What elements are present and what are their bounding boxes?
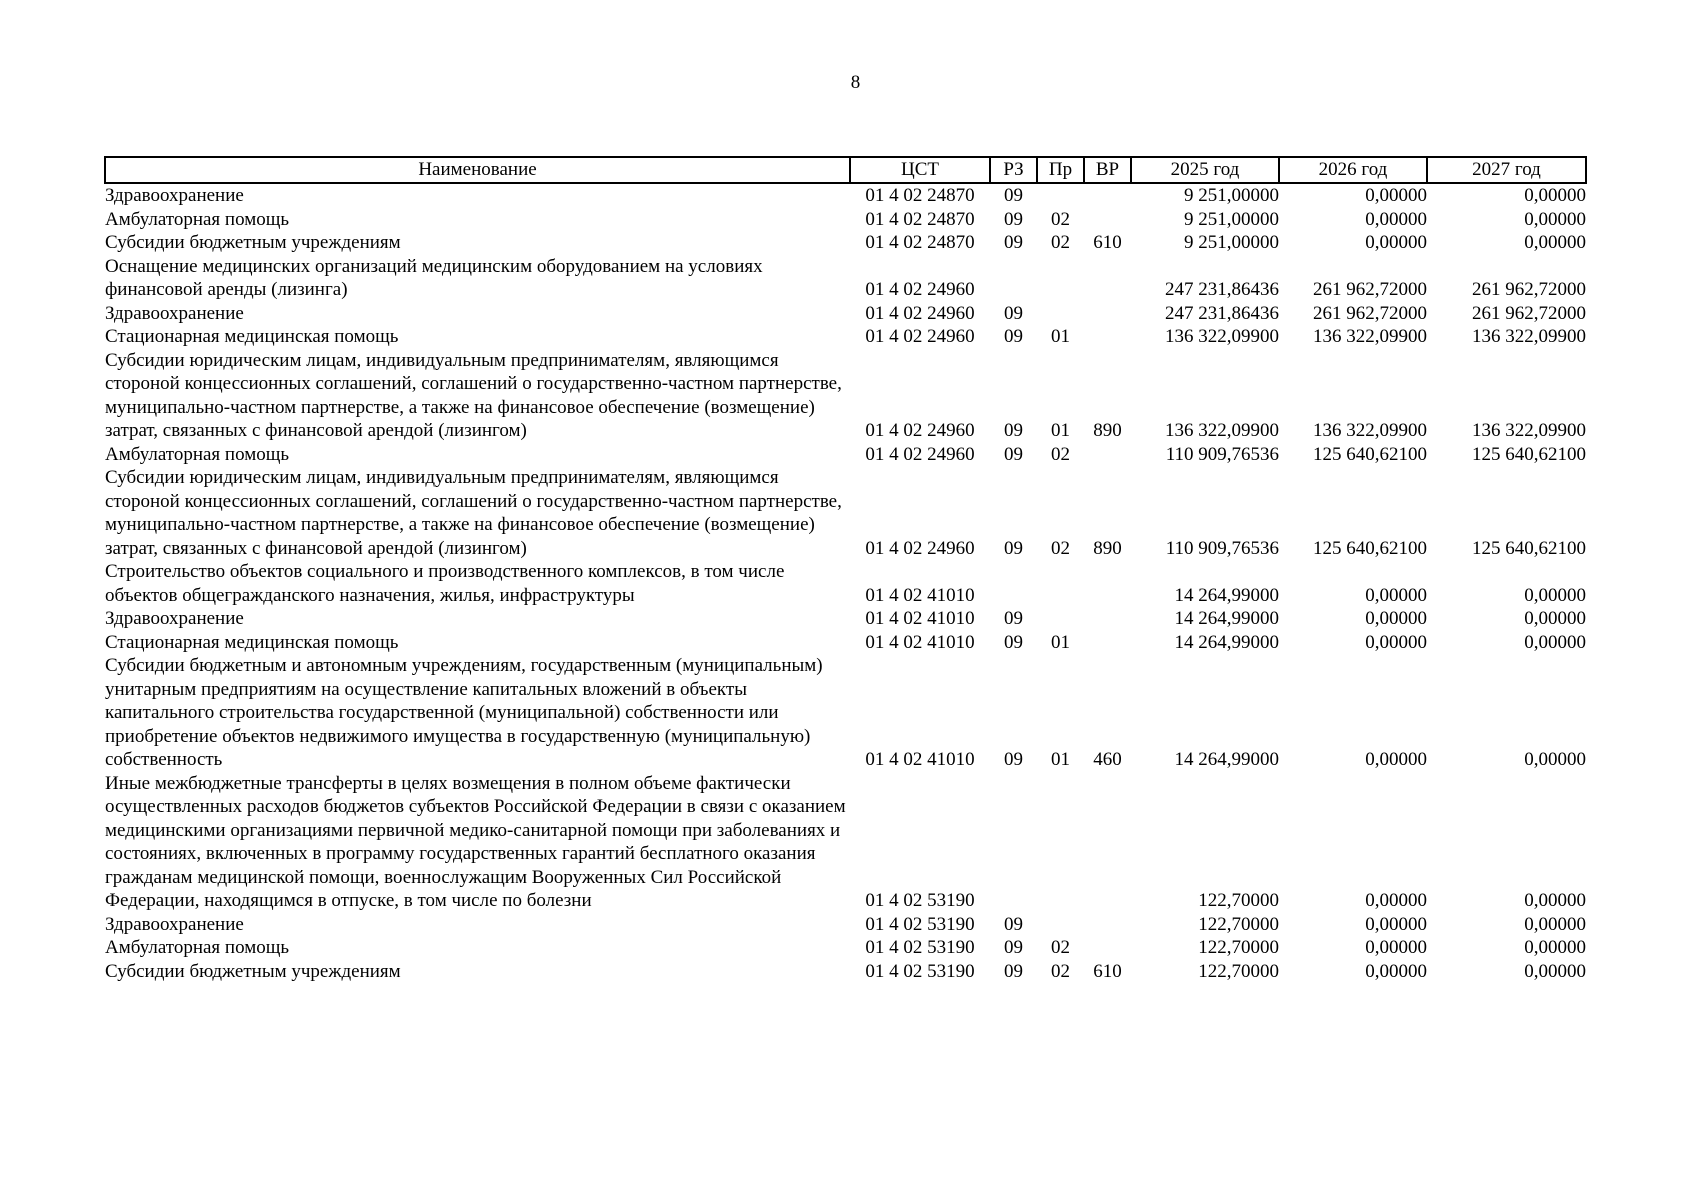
cell-name: Иные межбюджетные трансферты в целях возмещения в полном объеме фактически осуществленных расходов бюджетов субъектов Российской Федерации в связи с оказанием медицинскими организациями первичной медико-санитарной помощи при заболеваниях и состояниях, включенных в программу государственных гарантий бесплатного оказания гражданам медицинской помощи, военнослужащим Вооруженных Сил Российской Федерации, находящимся в отпуске, в том числе по болезни [105, 772, 846, 911]
cell-name: Амбулаторная помощь [105, 443, 290, 465]
cell-2027: 0,00000 [1524, 232, 1586, 253]
cell-pr: 01 [1051, 749, 1070, 770]
table-row [105, 208, 1586, 232]
cell-vr [1084, 772, 1131, 913]
cell-rz [990, 560, 1037, 607]
cell-cst: 01 4 02 24960 [865, 279, 975, 300]
cell-vr [1084, 936, 1131, 960]
cell-rz: 09 [1004, 443, 1023, 465]
cell-name: Стационарная медицинская помощь [105, 326, 399, 347]
cell-2025: 136 322,09900 [1165, 420, 1279, 441]
table-row [105, 913, 1586, 937]
cell-name: Здравоохранение [105, 302, 244, 324]
cell-2026: 0,00000 [1365, 937, 1427, 958]
cell-vr [1084, 631, 1131, 655]
cell-pr: 01 [1051, 326, 1070, 347]
page-number: 8 [850, 72, 861, 93]
cell-cst: 01 4 02 53190 [865, 960, 975, 982]
cell-2026: 0,00000 [1365, 608, 1427, 629]
cell-cst: 01 4 02 53190 [865, 890, 975, 911]
table-row [105, 936, 1586, 960]
cell-pr [1037, 255, 1084, 302]
cell-rz: 09 [1004, 185, 1023, 206]
cell-vr [1084, 255, 1131, 302]
table-row [105, 560, 1586, 607]
cell-vr [1084, 325, 1131, 349]
cell-2026: 136 322,09900 [1313, 420, 1427, 441]
cell-pr: 02 [1051, 537, 1070, 559]
table-header [105, 157, 1586, 183]
cell-vr [1084, 913, 1131, 937]
cell-2027: 136 322,09900 [1472, 326, 1586, 347]
cell-vr [1084, 560, 1131, 607]
header-2025: 2025 год [1131, 157, 1279, 183]
cell-vr: 890 [1093, 537, 1122, 559]
header-2027: 2027 год [1427, 157, 1586, 183]
cell-2027: 0,00000 [1524, 584, 1586, 606]
cell-2025: 122,70000 [1198, 913, 1279, 935]
cell-pr [1037, 560, 1084, 607]
cell-2027: 0,00000 [1524, 749, 1586, 770]
cell-2025: 122,70000 [1198, 960, 1279, 982]
cell-vr: 610 [1093, 960, 1122, 982]
cell-vr: 460 [1093, 749, 1122, 770]
cell-name: Амбулаторная помощь [105, 937, 290, 958]
cell-name: Амбулаторная помощь [105, 208, 290, 230]
cell-2026: 136 322,09900 [1313, 326, 1427, 347]
cell-2027: 0,00000 [1524, 937, 1586, 958]
cell-name: Здравоохранение [105, 913, 244, 935]
header-row [105, 157, 1586, 183]
cell-2025: 14 264,99000 [1174, 631, 1279, 653]
cell-2025: 136 322,09900 [1165, 326, 1279, 347]
cell-vr: 610 [1093, 232, 1122, 253]
cell-rz: 09 [1004, 631, 1023, 653]
cell-2027: 0,00000 [1524, 890, 1586, 911]
cell-pr [1037, 772, 1084, 913]
cell-2025: 9 251,00000 [1184, 232, 1279, 253]
cell-2025: 247 231,86436 [1165, 279, 1279, 300]
table-row [105, 255, 1586, 302]
cell-name: Субсидии юридическим лицам, индивидуальным предпринимателям, являющимся стороной концессионных соглашений, соглашений о государственно-частном партнерстве, муниципально-частном партнерстве, а также на финансовое обеспечение (возмещение) затрат, связанных с финансовой арендой (лизингом) [105, 349, 842, 441]
cell-pr [1037, 607, 1084, 631]
cell-2025: 9 251,00000 [1184, 185, 1279, 206]
budget-table [104, 156, 1587, 983]
cell-2025: 122,70000 [1198, 890, 1279, 911]
cell-rz: 09 [1004, 608, 1023, 629]
cell-rz [990, 772, 1037, 913]
cell-pr: 01 [1051, 420, 1070, 441]
table-row [105, 183, 1586, 208]
cell-cst: 01 4 02 41010 [865, 608, 975, 629]
cell-2027: 136 322,09900 [1472, 420, 1586, 441]
cell-2025: 110 909,76536 [1165, 537, 1279, 559]
table-row [105, 772, 1586, 913]
cell-name: Субсидии бюджетным учреждениям [105, 232, 401, 253]
cell-rz: 09 [1004, 913, 1023, 935]
cell-pr [1037, 913, 1084, 937]
cell-cst: 01 4 02 41010 [865, 631, 975, 653]
table-row [105, 325, 1586, 349]
cell-2026: 261 962,72000 [1313, 302, 1427, 324]
cell-name: Оснащение медицинских организаций медицинским оборудованием на условиях финансовой аренды (лизинга) [105, 255, 763, 300]
cell-2027: 125 640,62100 [1472, 537, 1586, 559]
cell-cst: 01 4 02 24870 [865, 185, 975, 206]
cell-vr [1084, 208, 1131, 232]
cell-rz: 09 [1004, 420, 1023, 441]
cell-pr: 02 [1051, 960, 1070, 982]
cell-rz [990, 255, 1037, 302]
cell-vr [1084, 443, 1131, 467]
cell-pr: 01 [1051, 631, 1070, 653]
cell-2027: 0,00000 [1524, 960, 1586, 982]
cell-cst: 01 4 02 24960 [865, 326, 975, 347]
cell-2026: 125 640,62100 [1313, 537, 1427, 559]
cell-2026: 0,00000 [1365, 960, 1427, 982]
cell-name: Стационарная медицинская помощь [105, 631, 399, 653]
cell-vr [1084, 183, 1131, 208]
cell-2026: 0,00000 [1365, 584, 1427, 606]
cell-2026: 0,00000 [1365, 631, 1427, 653]
cell-2026: 0,00000 [1365, 913, 1427, 935]
cell-2026: 0,00000 [1365, 890, 1427, 911]
cell-pr [1037, 302, 1084, 326]
cell-cst: 01 4 02 53190 [865, 913, 975, 935]
cell-cst: 01 4 02 24870 [865, 208, 975, 230]
cell-vr [1084, 607, 1131, 631]
cell-2027: 0,00000 [1524, 913, 1586, 935]
header-2026: 2026 год [1279, 157, 1427, 183]
header-cst: ЦСТ [850, 157, 990, 183]
cell-2026: 0,00000 [1365, 232, 1427, 253]
table-row [105, 607, 1586, 631]
cell-pr: 02 [1051, 208, 1070, 230]
table-row [105, 654, 1586, 772]
cell-2026: 261 962,72000 [1313, 279, 1427, 300]
cell-2027: 0,00000 [1524, 631, 1586, 653]
cell-2025: 110 909,76536 [1165, 443, 1279, 465]
cell-2027: 0,00000 [1524, 185, 1586, 206]
table-row [105, 231, 1586, 255]
table-row [105, 349, 1586, 443]
header-rz: РЗ [990, 157, 1037, 183]
cell-vr: 890 [1093, 420, 1122, 441]
cell-name: Здравоохранение [105, 608, 244, 629]
cell-pr [1037, 183, 1084, 208]
cell-cst: 01 4 02 41010 [865, 584, 975, 606]
cell-vr [1084, 302, 1131, 326]
cell-rz: 09 [1004, 960, 1023, 982]
cell-2025: 14 264,99000 [1174, 608, 1279, 629]
table-row [105, 302, 1586, 326]
cell-rz: 09 [1004, 232, 1023, 253]
cell-2026: 0,00000 [1365, 185, 1427, 206]
header-pr: Пр [1037, 157, 1084, 183]
cell-2027: 0,00000 [1524, 208, 1586, 230]
cell-2025: 122,70000 [1198, 937, 1279, 958]
cell-rz: 09 [1004, 302, 1023, 324]
cell-name: Субсидии бюджетным учреждениям [105, 960, 401, 982]
cell-2025: 247 231,86436 [1165, 302, 1279, 324]
cell-pr: 02 [1051, 232, 1070, 253]
cell-2025: 14 264,99000 [1174, 584, 1279, 606]
table-row [105, 631, 1586, 655]
table-row [105, 466, 1586, 560]
cell-cst: 01 4 02 53190 [865, 937, 975, 958]
cell-2026: 125 640,62100 [1313, 443, 1427, 465]
table-row [105, 443, 1586, 467]
cell-rz: 09 [1004, 537, 1023, 559]
cell-cst: 01 4 02 24960 [865, 302, 975, 324]
cell-2026: 0,00000 [1365, 749, 1427, 770]
cell-name: Субсидии юридическим лицам, индивидуальным предпринимателям, являющимся стороной концессионных соглашений, соглашений о государственно-частном партнерстве, муниципально-частном партнерстве, а также на финансовое обеспечение (возмещение) затрат, связанных с финансовой арендой (лизингом) [105, 467, 842, 559]
cell-2027: 125 640,62100 [1472, 443, 1586, 465]
cell-2027: 261 962,72000 [1472, 302, 1586, 324]
cell-rz: 09 [1004, 749, 1023, 770]
header-name: Наименование [105, 157, 850, 183]
cell-cst: 01 4 02 24960 [865, 537, 975, 559]
cell-2025: 14 264,99000 [1174, 749, 1279, 770]
cell-cst: 01 4 02 41010 [865, 749, 975, 770]
cell-name: Строительство объектов социального и производственного комплексов, в том числе объектов общегражданского назначения, жилья, инфраструктуры [105, 561, 785, 606]
cell-rz: 09 [1004, 208, 1023, 230]
cell-2027: 261 962,72000 [1472, 279, 1586, 300]
cell-cst: 01 4 02 24870 [865, 232, 975, 253]
cell-name: Здравоохранение [105, 185, 244, 206]
header-vr: ВР [1084, 157, 1131, 183]
cell-2027: 0,00000 [1524, 608, 1586, 629]
cell-2026: 0,00000 [1365, 208, 1427, 230]
cell-cst: 01 4 02 24960 [865, 443, 975, 465]
table-body [105, 183, 1586, 983]
cell-2025: 9 251,00000 [1184, 208, 1279, 230]
table-row [105, 960, 1586, 984]
cell-pr: 02 [1051, 443, 1070, 465]
cell-cst: 01 4 02 24960 [865, 420, 975, 441]
cell-rz: 09 [1004, 937, 1023, 958]
cell-pr: 02 [1051, 937, 1070, 958]
cell-name: Субсидии бюджетным и автономным учреждениям, государственным (муниципальным) унитарным предприятиям на осуществление капитальных вложений в объекты капитального строительства государственной (муниципальной) собственности или приобретение объектов недвижимого имущества в государственную (муниципальную) собственность [105, 655, 823, 770]
cell-rz: 09 [1004, 326, 1023, 347]
